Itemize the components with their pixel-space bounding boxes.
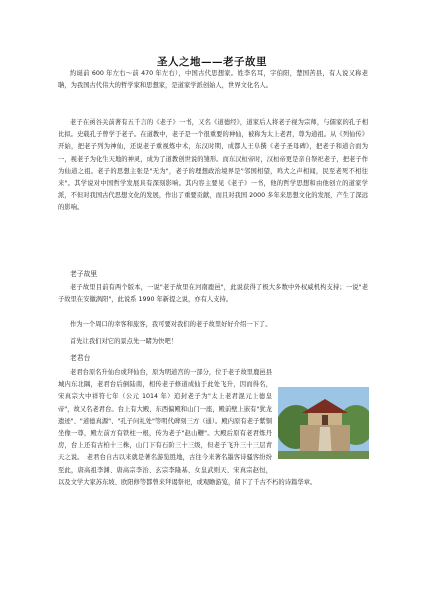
page-title: 圣人之地——老子故里 (157, 56, 267, 68)
laojuntai-text: 老君台原名升仙台或拜仙台，原为明道宫的一部分，位于老子故里鹿邑县城内东北隅，老君台后倒陆南，相传老子修道成仙于此处飞升，因而得名，宋真宗大中祥符七年（公元 1014 年）追封老子为"太上老君混元上德皇帝"，故又名老君台。台上有大殿、东西偏殿和山门一座，殿前壁上嵌有"犹龙遗迹"、"道德真源"、"孔子问礼处"等明代碑刻三方（通）。殿内原有老子紫铜坐像一尊，殿左前方有铁柱一根，传为老子"赵山鞭"。大殿后原有老君炼丹房，台上还有古柏十三株，山门下有石阶三十三级，但老子飞升三十三层青天之说。 老君台自古以来就是著名游览胜地，古往今来著名墨客诗骚客纷纷至此，唐高祖李渊、唐高宗李治、玄宗李隆基、女皇武则天、宋真宗赵恒，以及文学大家苏东坡、欧阳修等都曾来拜谒祭祀，或观瞻游览，留下了千古不朽的诗篇华章。 (58, 369, 317, 486)
section-heading-hometown: 老子故里 (70, 270, 98, 278)
hometown-versions-paragraph: 老子故里目前有两个版本，一说"老子故里在河南鹿邑"，此说获得了极大多数中外权威机构支持；一说"老子故里在安徽涡阳"，此说系 1990 年新提之说，亦有人支持。 (58, 284, 368, 304)
laojuntai-paragraph (58, 367, 368, 489)
section-heading-laojuntai: 老君台 (70, 354, 91, 362)
intro-note-paragraph: 作为一个周口的幸客和旅客，我可要对我们的老子故里好好介绍一下了。 (70, 321, 272, 328)
intro-paragraph: 約诞前 600 年左右～前 470 年左右），中国古代思想家。姓李名耳，字伯阳，楚国苦县，有人说又称老聃，为我国古代伟大的哲学家和思想家，是道家学派创始人，世界文化名人。 (58, 70, 368, 90)
preview-note-paragraph: 首先让我们对它的景点先一睹为快吧！ (70, 338, 178, 345)
tao-te-ching-paragraph: 老子在函谷关前著有五千言的《老子》一书，又名《道德经》，道家后人将老子视为宗师，与儒家的孔子相比拟。史载孔子曾学于老子。在道教中，老子是一个很重要的神仙，被称为太上老君，尊为道祖。从《列仙传》开始，把老子列为神仙，还说老子重视炼中术，东汉时期，成都人王阜撰《老子圣母碑》，把老子和道合而为一，视老子为化生天地的神灵，成为了道教创世说的雏形。而东汉桓帝时，汉桓帝更是亲自祭祀老子，把老子作为仙道之祖。老子的思想主张是"无为"，老子的理想政治境界是"邻国相望，鸡犬之声相闻，民至老死不相往来"。其学说对中国哲学发展具有深刻影响。其内容主要见《老子》一书，他的哲学思想和由他创立的道家学派，不但对我国古代思想文化的发展，作出了重要贡献，而且对我国 2000 多年来思想文化的发展，产生了深远的影响。 (58, 119, 368, 212)
photo-wrap-spacer (272, 379, 368, 475)
